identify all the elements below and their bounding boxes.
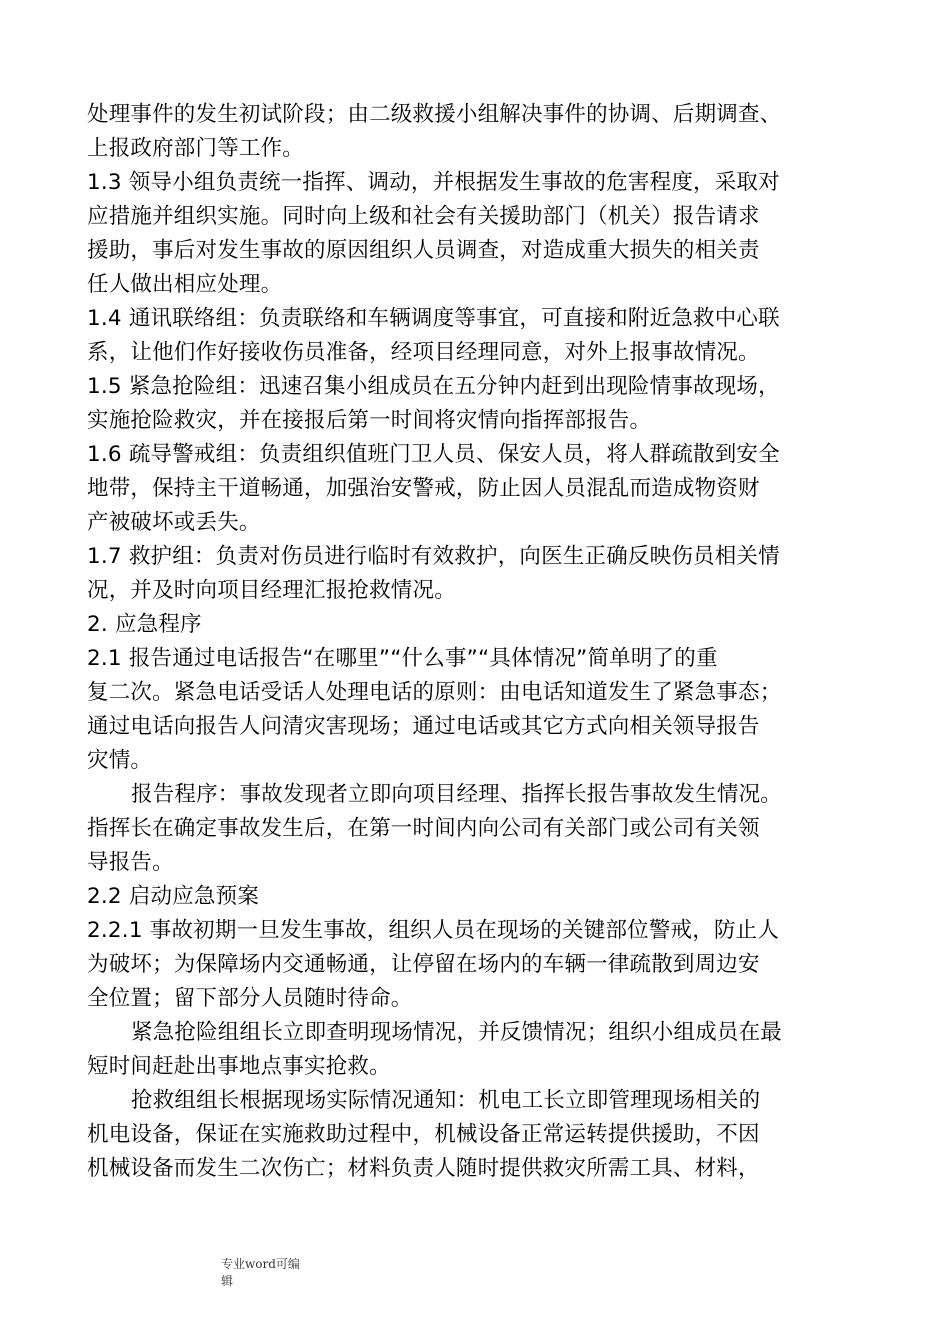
text-line: 1.7 救护组：负责对伤员进行临时有效救护，向医生正确反映伤员相关情 (87, 544, 780, 569)
text-line: 2.1 报告通过电话报告“在哪里”“什么事”“具体情况”简单明了的重 (87, 646, 718, 671)
text-line: 产被破坏或丢失。 (87, 510, 261, 535)
footer-text-line-1: 专业word可编 (221, 1257, 300, 1271)
text-line: 抢救组组长根据现场实际情况通知：机电工长立即管理现场相关的 (131, 1088, 761, 1113)
text-line: 2.2.1 事故初期一旦发生事故，组织人员在现场的关键部位警戒，防止人 (87, 918, 780, 943)
text-line: 地带，保持主干道畅通，加强治安警戒，防止因人员混乱而造成物资财 (87, 476, 760, 501)
text-line: 灾情。 (87, 748, 153, 773)
text-line: 全位置；留下部分人员随时待命。 (87, 986, 413, 1011)
text-line: 系，让他们作好接收伤员准备，经项目经理同意，对外上报事故情况。 (87, 340, 760, 365)
text-line: 机械设备而发生二次伤亡；材料负责人随时提供救灾所需工具、材料， (87, 1156, 760, 1181)
text-line: 任人做出相应处理。 (87, 272, 283, 297)
text-line: 复二次。紧急电话受话人处理电话的原则：由电话知道发生了紧急事态； (87, 680, 782, 705)
text-line: 况，并及时向项目经理汇报抢救情况。 (87, 578, 456, 603)
text-line: 1.6 疏导警戒组：负责组织值班门卫人员、保安人员，将人群疏散到安全 (87, 442, 780, 467)
text-line: 为破坏；为保障场内交通畅通，让停留在场内的车辆一律疏散到周边安 (87, 952, 760, 977)
document-body (87, 98, 867, 1186)
text-line: 紧急抢险组组长立即查明现场情况，并反馈情况；组织小组成员在最 (131, 1020, 783, 1045)
text-line: 1.3 领导小组负责统一指挥、调动，并根据发生事故的危害程度，采取对 (87, 170, 780, 195)
text-line: 2.2 启动应急预案 (87, 884, 260, 909)
text-line: 报告程序：事故发现者立即向项目经理、指挥长报告事故发生情况。 (131, 782, 783, 807)
text-line: 导报告。 (87, 850, 174, 875)
text-line: 处理事件的发生初试阶段；由二级救援小组解决事件的协调、后期调查、 (87, 102, 782, 127)
text-line: 上报政府部门等工作。 (87, 136, 305, 161)
text-line: 1.5 紧急抢险组：迅速召集小组成员在五分钟内赶到出现险情事故现场， (87, 374, 780, 399)
text-line: 援助，事后对发生事故的原因组织人员调查，对造成重大损失的相关责 (87, 238, 760, 263)
text-line: 机电设备，保证在实施救助过程中，机械设备正常运转提供援助，不因 (87, 1122, 760, 1147)
page-footer (221, 1256, 331, 1290)
text-line: 实施抢险救灾，并在接报后第一时间将灾情向指挥部报告。 (87, 408, 652, 433)
footer-text-line-2: 辑 (221, 1274, 234, 1288)
text-line: 应措施并组织实施。同时向上级和社会有关援助部门（机关）报告请求 (87, 204, 760, 229)
text-line: 2. 应急程序 (87, 612, 202, 637)
text-line: 指挥长在确定事故发生后，在第一时间内向公司有关部门或公司有关领 (87, 816, 760, 841)
text-line: 1.4 通讯联络组：负责联络和车辆调度等事宜，可直接和附近急救中心联 (87, 306, 780, 331)
text-line: 通过电话向报告人问清灾害现场；通过电话或其它方式向相关领导报告 (87, 714, 760, 739)
text-line: 短时间赶赴出事地点事实抢救。 (87, 1054, 391, 1079)
